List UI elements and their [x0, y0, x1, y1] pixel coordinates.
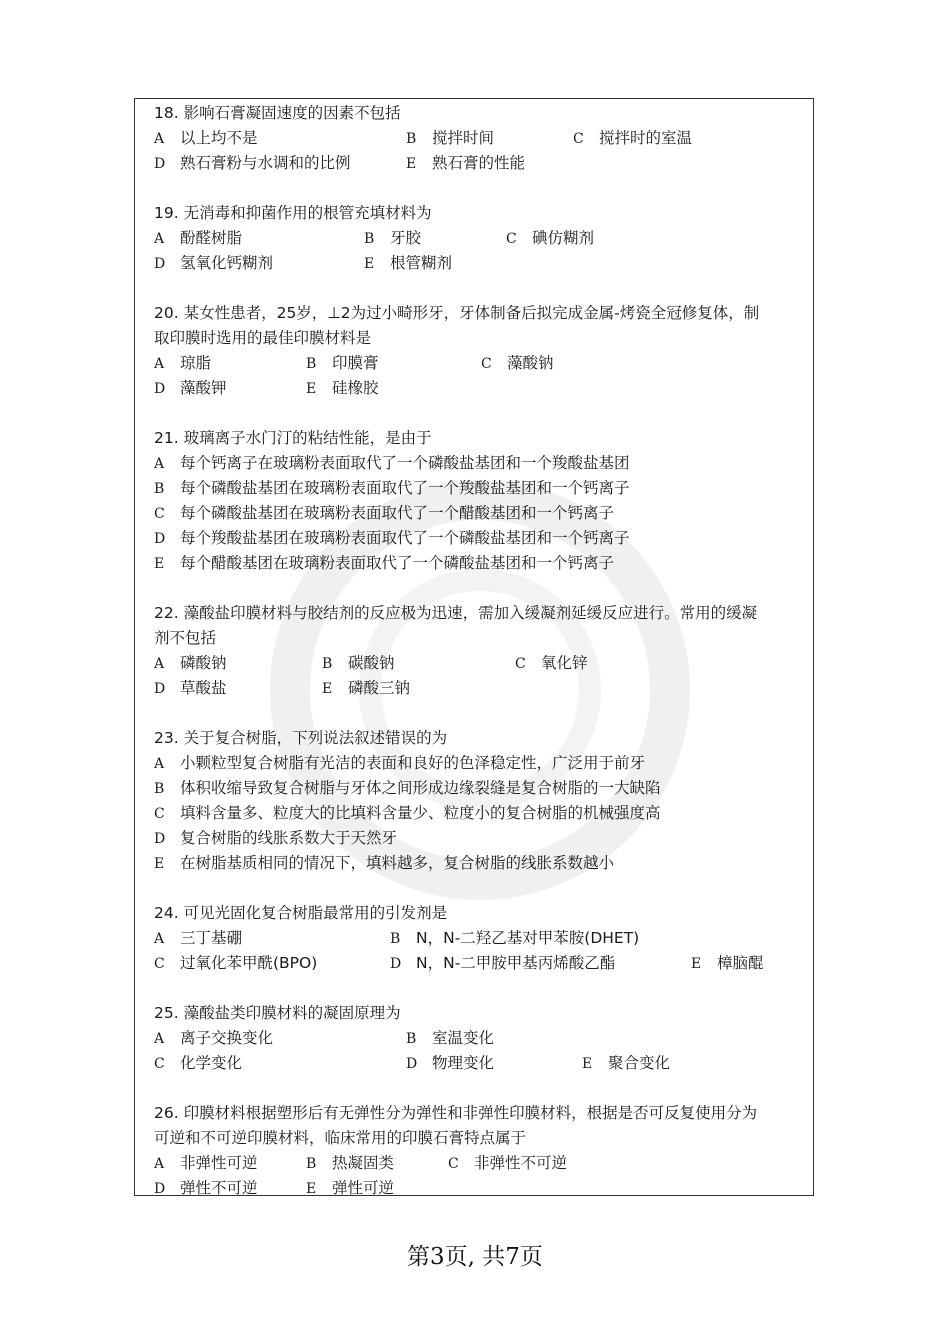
option-e: E 熟石膏的性能 — [406, 154, 526, 172]
option-b: B 碳酸钠 — [322, 654, 395, 672]
question-stem: 20. 某女性患者，25岁，⊥2为过小畸形牙，牙体制备后拟完成金属-烤瓷全冠修复体，制 — [154, 304, 760, 322]
option-e: E 樟脑醌 — [691, 954, 764, 972]
option-e: E 硅橡胶 — [306, 379, 379, 397]
option-a: A 离子交换变化 — [154, 1029, 274, 1047]
option-c: C 填料含量多、粒度大的比填料含量少、粒度小的复合树脂的机械强度高 — [154, 804, 661, 822]
question-stem-continued: 取印膜时选用的最佳印膜材料是 — [154, 329, 372, 347]
option-c: C 每个磷酸盐基团在玻璃粉表面取代了一个醋酸基团和一个钙离子 — [154, 504, 615, 522]
question-stem: 19. 无消毒和抑菌作用的根管充填材料为 — [154, 204, 432, 222]
option-d: D 物理变化 — [406, 1054, 495, 1072]
option-d: D 草酸盐 — [154, 679, 227, 697]
option-b: B 搅拌时间 — [406, 129, 495, 147]
option-a: A 三丁基硼 — [154, 929, 243, 947]
question-stem: 21. 玻璃离子水门汀的粘结性能，是由于 — [154, 429, 432, 447]
question-26 — [154, 1101, 804, 1201]
option-e: E 在树脂基质相同的情况下，填料越多，复合树脂的线胀系数越小 — [154, 854, 615, 872]
question-stem-continued: 可逆和不可逆印膜材料，临床常用的印膜石膏特点属于 — [154, 1129, 527, 1147]
question-25 — [154, 1001, 804, 1076]
option-b: B 牙胶 — [364, 229, 422, 247]
question-21 — [154, 426, 804, 576]
question-24 — [154, 901, 804, 976]
option-c: C 过氧化苯甲酰(BPO) — [154, 954, 318, 972]
option-b: B N，N-二羟乙基对甲苯胺(DHET) — [390, 929, 640, 947]
question-18 — [154, 101, 804, 176]
option-d: D 藻酸钾 — [154, 379, 227, 397]
option-a: A 以上均不是 — [154, 129, 258, 147]
question-19 — [154, 201, 804, 276]
option-a: A 磷酸钠 — [154, 654, 227, 672]
option-d: D 弹性不可逆 — [154, 1179, 258, 1197]
option-c: C 碘仿糊剂 — [506, 229, 595, 247]
option-a: A 非弹性可逆 — [154, 1154, 258, 1172]
option-b: B 热凝固类 — [306, 1154, 395, 1172]
option-a: A 琼脂 — [154, 354, 212, 372]
question-stem: 18. 影响石膏凝固速度的因素不包括 — [154, 104, 401, 122]
option-e: E 弹性可逆 — [306, 1179, 395, 1197]
question-stem: 24. 可见光固化复合树脂最常用的引发剂是 — [154, 904, 448, 922]
option-b: B 印膜膏 — [306, 354, 379, 372]
question-list — [154, 101, 804, 1226]
option-d: D 复合树脂的线胀系数大于天然牙 — [154, 829, 398, 847]
option-b: B 室温变化 — [406, 1029, 495, 1047]
question-22 — [154, 601, 804, 701]
option-e: E 根管糊剂 — [364, 254, 453, 272]
question-stem: 22. 藻酸盐印膜材料与胶结剂的反应极为迅速，需加入缓凝剂延缓反应进行。常用的缓凝 — [154, 604, 758, 622]
option-d: D 每个羧酸盐基团在玻璃粉表面取代了一个磷酸盐基团和一个钙离子 — [154, 529, 630, 547]
option-d: D 熟石膏粉与水调和的比例 — [154, 154, 351, 172]
question-20 — [154, 301, 804, 401]
option-c: C 非弹性不可逆 — [448, 1154, 568, 1172]
option-a: A 小颗粒型复合树脂有光洁的表面和良好的色泽稳定性，广泛用于前牙 — [154, 754, 646, 772]
question-stem-continued: 剂不包括 — [154, 629, 217, 647]
option-a: A 每个钙离子在玻璃粉表面取代了一个磷酸盐基团和一个羧酸盐基团 — [154, 454, 630, 472]
option-b: B 体积收缩导致复合树脂与牙体之间形成边缘裂缝是复合树脂的一大缺陷 — [154, 779, 661, 797]
option-c: C 氧化锌 — [515, 654, 588, 672]
question-stem: 23. 关于复合树脂，下列说法叙述错误的为 — [154, 729, 448, 747]
option-e: E 磷酸三钠 — [322, 679, 411, 697]
option-a: A 酚醛树脂 — [154, 229, 243, 247]
question-stem: 25. 藻酸盐类印膜材料的凝固原理为 — [154, 1004, 401, 1022]
page-footer: 第3页, 共7页 — [407, 1244, 543, 1270]
option-c: C 搅拌时的室温 — [573, 129, 693, 147]
question-stem: 26. 印膜材料根据塑形后有无弹性分为弹性和非弹性印膜材料，根据是否可反复使用分为 — [154, 1104, 758, 1122]
option-b: B 每个磷酸盐基团在玻璃粉表面取代了一个羧酸盐基团和一个钙离子 — [154, 479, 630, 497]
option-c: C 藻酸钠 — [481, 354, 554, 372]
question-23 — [154, 726, 804, 876]
option-d: D 氢氧化钙糊剂 — [154, 254, 274, 272]
option-c: C 化学变化 — [154, 1054, 243, 1072]
option-e: E 聚合变化 — [582, 1054, 671, 1072]
option-e: E 每个醋酸基团在玻璃粉表面取代了一个磷酸盐基团和一个钙离子 — [154, 554, 615, 572]
option-d: D N，N-二甲胺甲基丙烯酸乙酯 — [390, 954, 616, 972]
